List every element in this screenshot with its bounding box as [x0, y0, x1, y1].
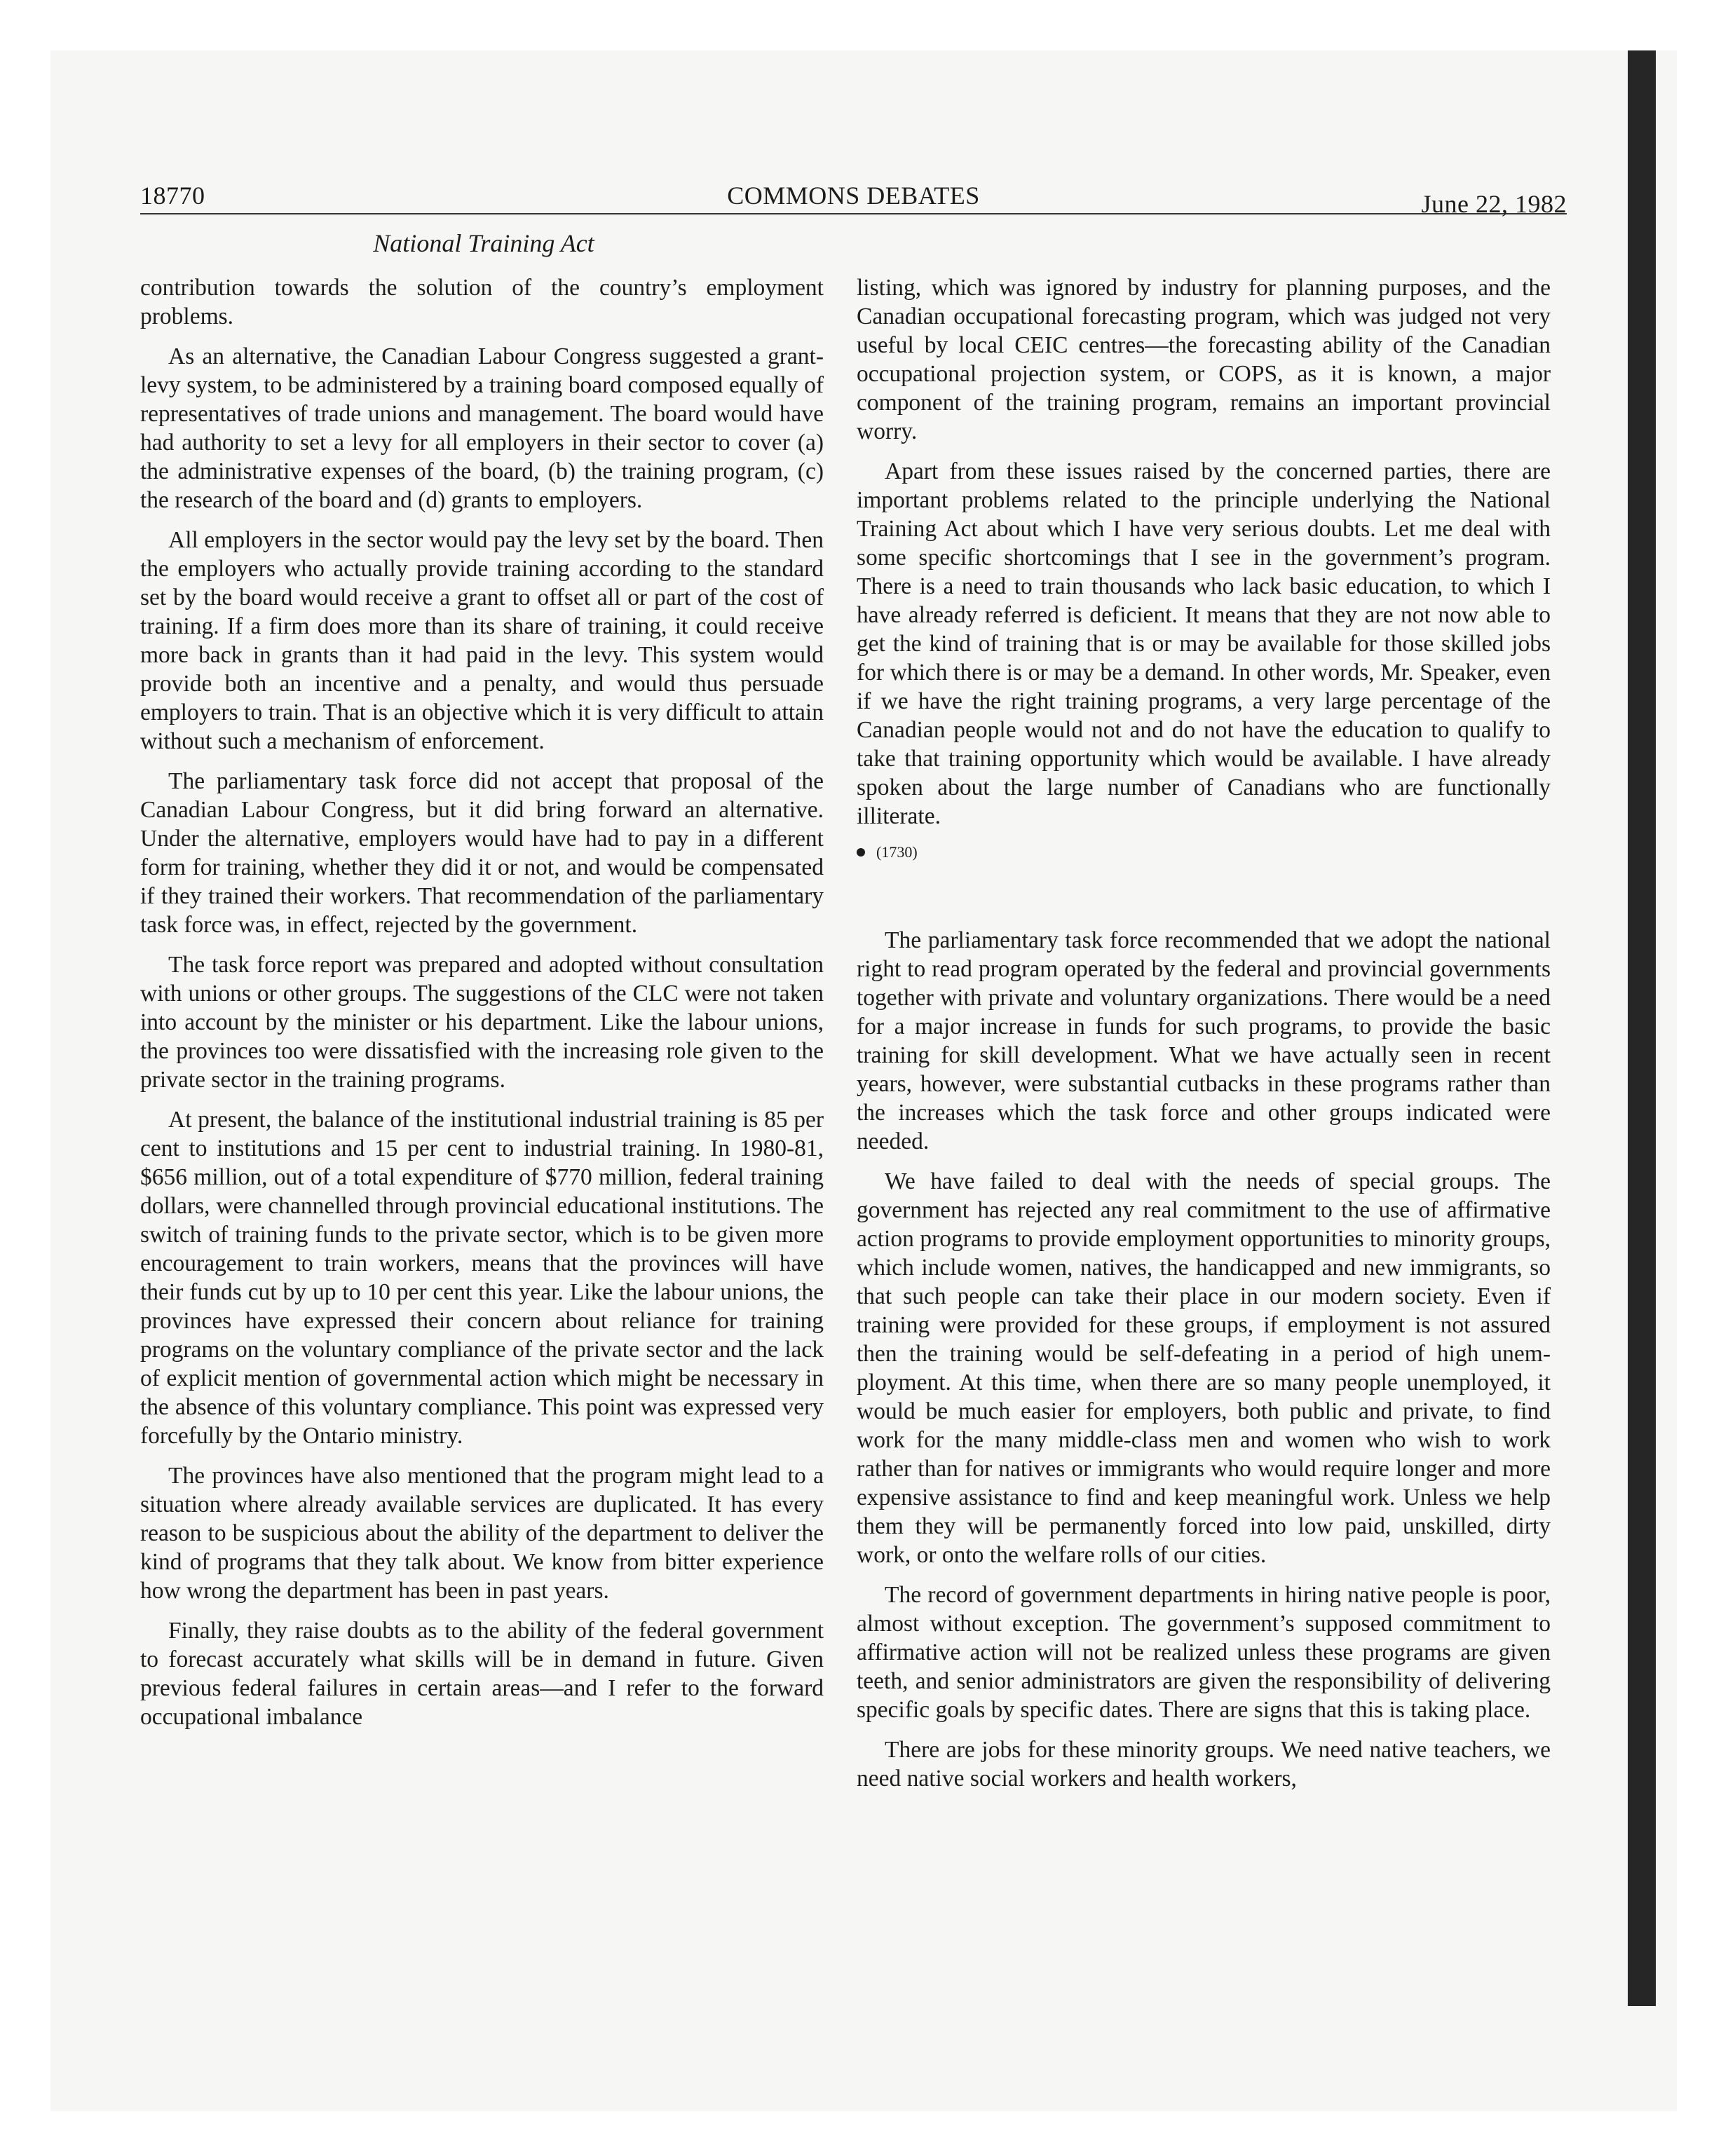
paragraph: There are jobs for these minority groups. We need native teachers, we need native social workers and health workers,	[857, 1737, 1551, 1792]
time-marker	[857, 842, 1551, 863]
paragraph: The record of government departments in hiring native people is poor, almost without exception. The government’s supposed commitment to affirmative action will not be realized unless these programs are given teeth, and senior administrators are given the responsibility of delivering specific goals by specific dates. There are signs that this is taking place.	[857, 1582, 1551, 1723]
paragraph: The provinces have also mentioned that the program might lead to a situation where already available services are duplicated. It has every reason to be suspicious about the ability of the department to deliver the kind of programs that they talk about. We know from bitter experience how wrong the department has been in past years.	[140, 1463, 824, 1604]
page-header	[140, 177, 1567, 218]
paragraph: Apart from these issues raised by the concerned parties, there are important problems related to the principle underlying the National Training Act about which I have very serious doubts. Let me deal with some specific shortcomings that I see in the government’s program. There is a need to train thousands who lack basic education, to which I have already referred is deficient. It means that they are not now able to get the kind of training that is or may be available for those skilled jobs for which there is or may be a demand. In other words, Mr. Speaker, even if we have the right training programs, a very large percentage of the Canadian people would not and do not have the education to qualify to take that training opportunity which would be available. I have already spoken about the large number of Canadians who are functionally illiterate.	[857, 458, 1551, 829]
paragraph: The task force report was prepared and adopted without consultation with unions or other groups. The suggestions of the CLC were not taken into account by the minister or his department. Like the labour unions, the provinces too were dissatisfied with the increasing role given to the private sector in the training programs.	[140, 952, 824, 1093]
publication-title: COMMONS DEBATES	[727, 182, 980, 210]
bullet-icon	[857, 848, 865, 857]
left-column	[140, 273, 824, 1742]
paragraph: As an alternative, the Canadian Labour Congress suggested a grant-levy system, to be administered by a training board composed equally of representatives of trade unions and management. The board would have had authority to set a levy for all employers in their sector to cover (a) the administrative expenses of the board, (b) the training program, (c) the research of the board and (d) grants to employers.	[140, 343, 824, 513]
paragraph: Finally, they raise doubts as to the ability of the federal government to forecast accurately what skills will be in demand in future. Given previous federal failures in certain areas—and I refer to the forward occupational imbalance	[140, 1618, 824, 1730]
page-date: June 22, 1982	[1421, 190, 1567, 218]
paragraph: listing, which was ignored by industry for planning purposes, and the Canadian occupational forecasting program, which was judged not very useful by local CEIC centres—the forecasting ability of the Canadian occupational projection system, or COPS, as it is known, a major component of the training program, remains an important provincial worry.	[857, 275, 1551, 444]
paragraph: The parliamentary task force did not accept that proposal of the Canadian Labour Congress, but it did bring forward an alternative. Under the alternative, employers would have had to pay in a different form for training, whether they did it or not, and would be compensated if they trained their workers. That recommendation of the parliamentary task force was, in effect, rejected by the government.	[140, 768, 824, 938]
paragraph: We have failed to deal with the needs of special groups. The government has rejected any real commitment to the use of affirmative action programs to provide employment opportunities to minority groups, which include women, natives, the handicapped and new immigrants, so that such people can take their place in our modern society. Even if training were provided for these groups, if employment is not assured then the training would be self-defeating in a period of high unemployment. At this time, when there are so many people unemployed, it would be much easier for employers, both public and private, to find work for the many middle-class men and women who wish to work rather than for natives or immigrants who would require longer and more expensive assistance to find and keep meaningful work. Unless we help them they will be permanently forced into low paid, unskilled, dirty work, or onto the welfare rolls of our cities.	[857, 1168, 1551, 1568]
running-title: National Training Act	[373, 229, 594, 257]
paragraph: All employers in the sector would pay the levy set by the board. Then the employers who actually provide training according to the standard set by the board would receive a grant to offset all or part of the cost of training. If a firm does more than its share of training, it could receive more back in grants than it had paid in the levy. This system would provide both an incentive and a penalty, and would thus persuade employers to train. That is an objective which it is very difficult to attain without such a mechanism of enforcement.	[140, 527, 824, 754]
paragraph: The parliamentary task force recommended that we adopt the national right to read program operated by the federal and provincial governments together with private and voluntary organizations. There would be a need for a major increase in funds for such programs, to provide the basic training for skill development. What we have actually seen in recent years, however, were substantial cutbacks in these programs rather than the increases which the task force and other groups indicated were needed.	[857, 927, 1551, 1154]
time-marker-label: (1730)	[876, 843, 918, 861]
right-column	[857, 273, 1551, 1804]
paragraph: At present, the balance of the institutional industrial training is 85 per cent to institutions and 15 per cent to industrial training. In 1980-81, $656 million, out of a total expenditure of $770 million, federal training dollars, were channelled through provincial educational institutions. The switch of training funds to the private sector, which is to be given more encouragement to train workers, means that the provinces will have their funds cut by up to 10 per cent this year. Like the labour unions, the provinces have expressed their concern about reliance for training programs on the voluntary compliance of the private sector and the lack of explicit mention of governmental action which might be necessary in the absence of this voluntary compliance. This point was expressed very forcefully by the Ontario ministry.	[140, 1107, 824, 1449]
page-number: 18770	[140, 182, 205, 210]
scan-edge-shadow	[1628, 50, 1656, 2006]
paragraph: contribution towards the solution of the country’s employment problems.	[140, 275, 824, 329]
